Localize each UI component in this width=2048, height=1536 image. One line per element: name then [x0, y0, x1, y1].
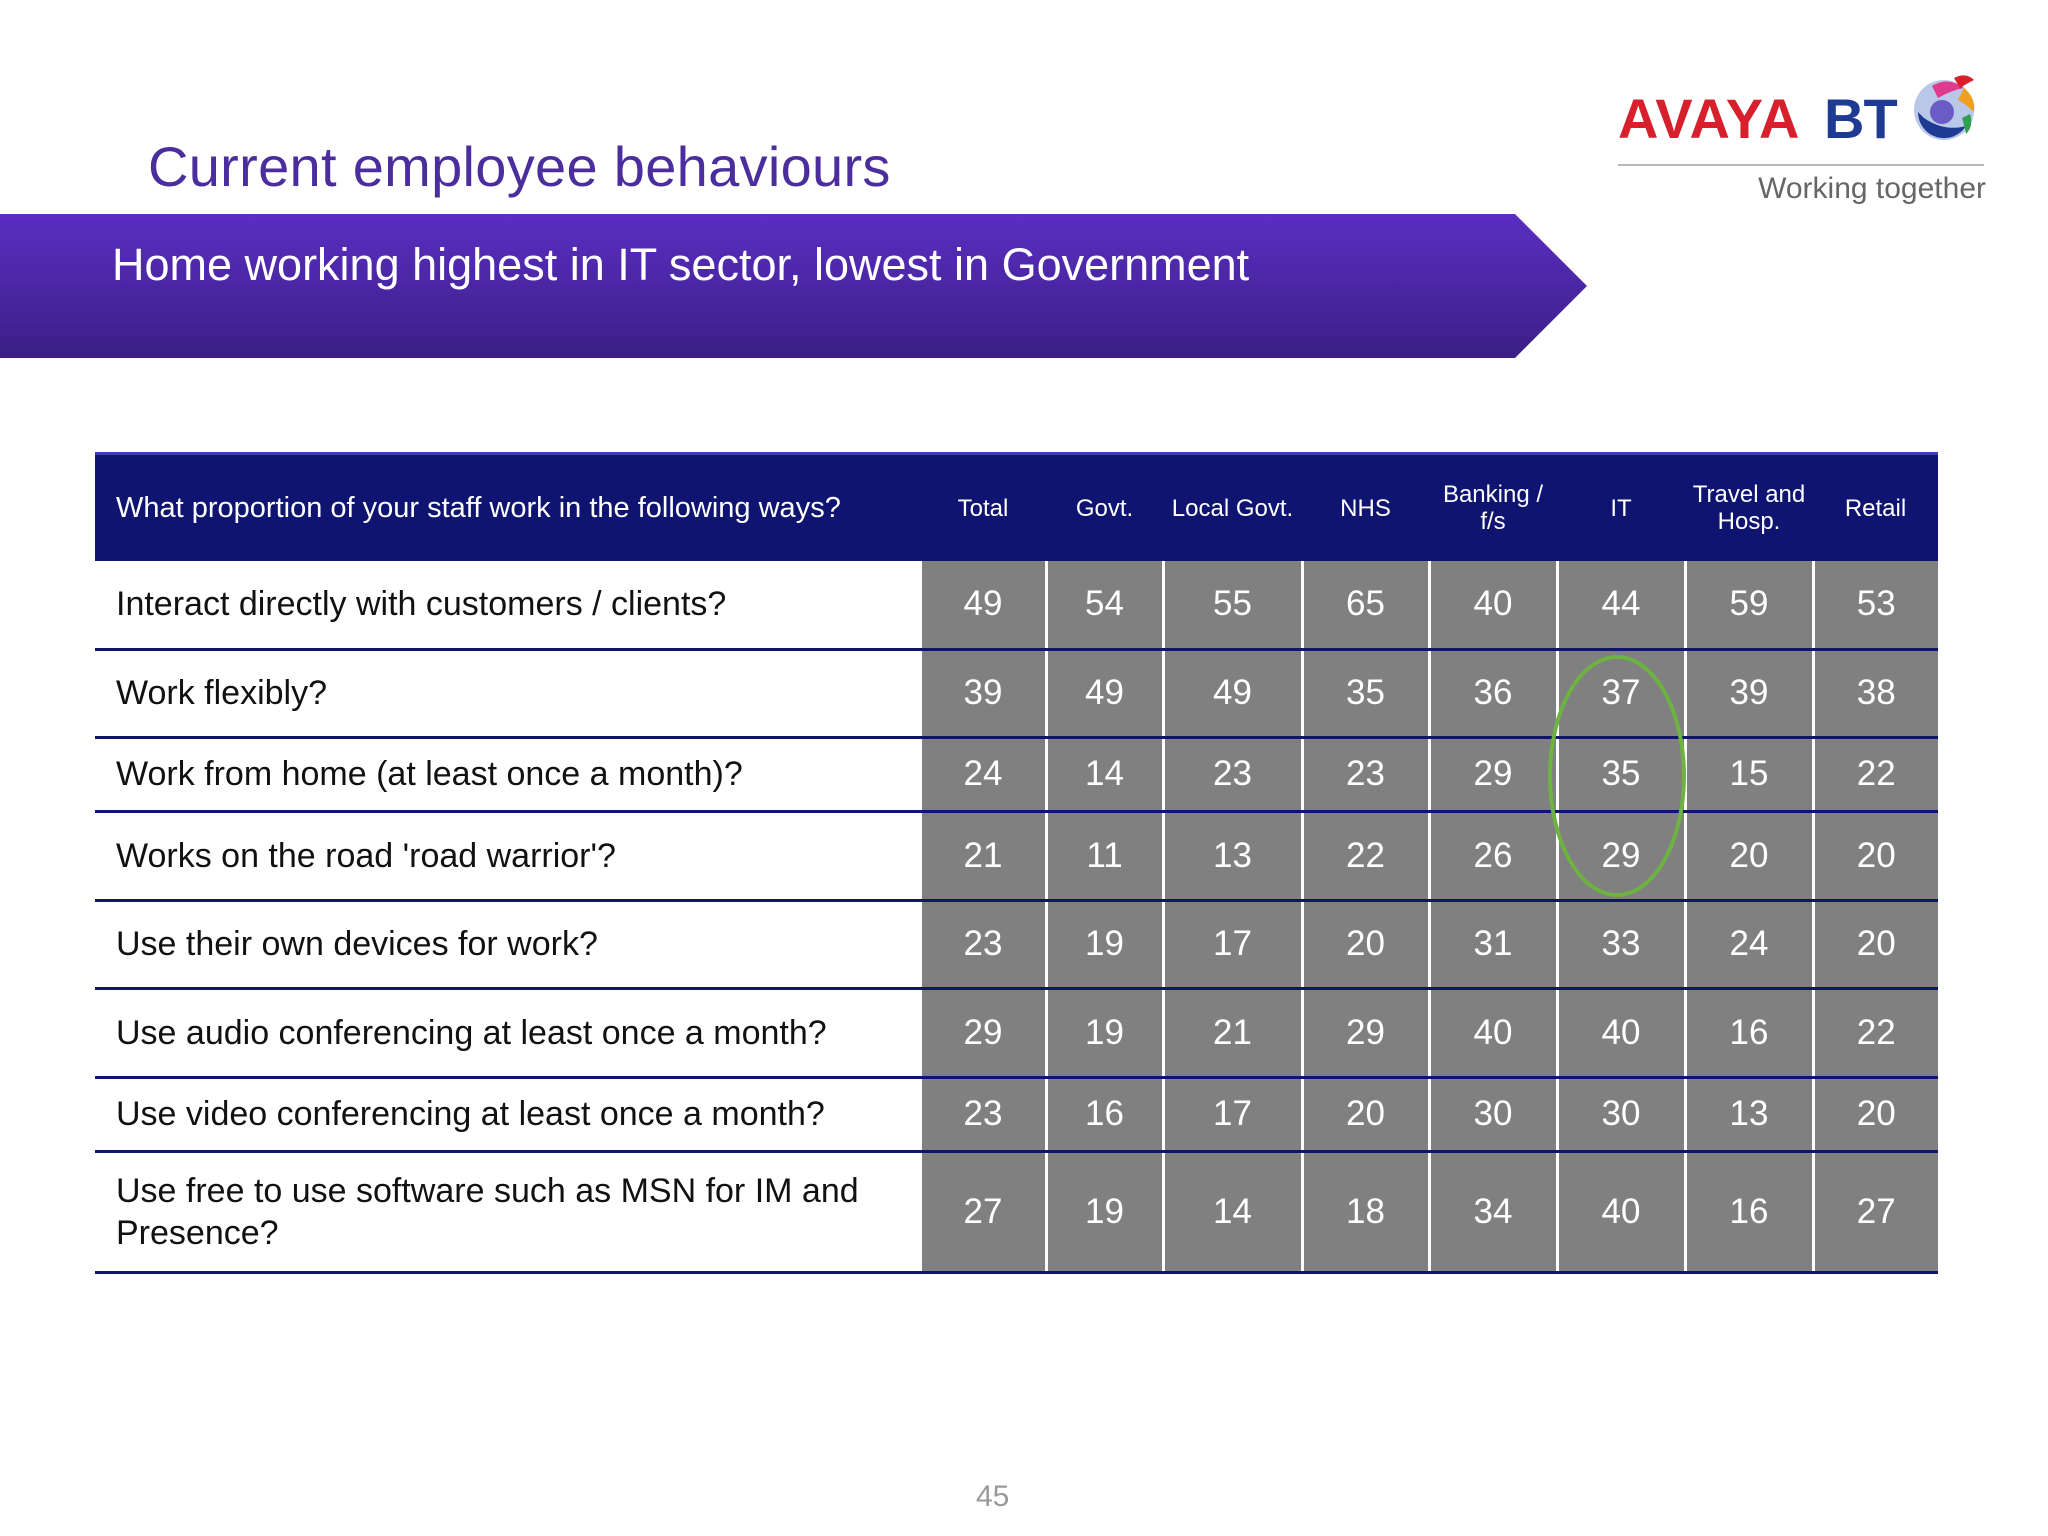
column-header-local-govt: Local Govt.: [1163, 454, 1302, 562]
value-cell: 19: [1046, 1151, 1163, 1272]
value-cell: 34: [1429, 1151, 1557, 1272]
value-cell: 22: [1813, 988, 1938, 1077]
value-cell: 31: [1429, 900, 1557, 988]
value-cell: 29: [1557, 811, 1685, 900]
value-cell: 55: [1163, 561, 1302, 649]
value-cell: 20: [1813, 900, 1938, 988]
value-cell: 29: [920, 988, 1046, 1077]
value-cell: 27: [1813, 1151, 1938, 1272]
value-cell: 39: [1685, 649, 1813, 737]
row-question: Works on the road 'road warrior'?: [95, 811, 920, 900]
value-cell: 14: [1046, 737, 1163, 811]
value-cell: 65: [1302, 561, 1429, 649]
value-cell: 16: [1685, 1151, 1813, 1272]
table-row: [95, 1151, 1938, 1272]
value-cell: 16: [1685, 988, 1813, 1077]
value-cell: 44: [1557, 561, 1685, 649]
column-header-banking: Banking / f/s: [1429, 454, 1557, 562]
value-cell: 20: [1813, 1077, 1938, 1151]
row-question: Interact directly with customers / clients?: [95, 561, 920, 649]
value-cell: 23: [1302, 737, 1429, 811]
value-cell: 29: [1302, 988, 1429, 1077]
column-header-total: Total: [920, 454, 1046, 562]
value-cell: 22: [1813, 737, 1938, 811]
value-cell: 15: [1685, 737, 1813, 811]
value-cell: 20: [1685, 811, 1813, 900]
avaya-logo: AVAYA: [1618, 87, 1801, 150]
value-cell: 21: [1163, 988, 1302, 1077]
table-row: [95, 561, 1938, 649]
row-question: Use free to use software such as MSN for IM and Presence?: [95, 1151, 920, 1272]
value-cell: 24: [920, 737, 1046, 811]
banner: [0, 214, 1590, 361]
value-cell: 20: [1302, 1077, 1429, 1151]
column-header-retail: Retail: [1813, 454, 1938, 562]
value-cell: 19: [1046, 900, 1163, 988]
slide-title: Current employee behaviours: [148, 135, 891, 198]
column-header-it: IT: [1557, 454, 1685, 562]
row-question: Use their own devices for work?: [95, 900, 920, 988]
row-question: Use audio conferencing at least once a month?: [95, 988, 920, 1077]
value-cell: 49: [1163, 649, 1302, 737]
value-cell: 29: [1429, 737, 1557, 811]
row-question: Use video conferencing at least once a month?: [95, 1077, 920, 1151]
row-question: Work from home (at least once a month)?: [95, 737, 920, 811]
value-cell: 26: [1429, 811, 1557, 900]
column-header-govt: Govt.: [1046, 454, 1163, 562]
value-cell: 33: [1557, 900, 1685, 988]
value-cell: 30: [1429, 1077, 1557, 1151]
value-cell: 11: [1046, 811, 1163, 900]
value-cell: 53: [1813, 561, 1938, 649]
value-cell: 23: [920, 900, 1046, 988]
value-cell: 40: [1429, 561, 1557, 649]
logo-area: [1618, 64, 1986, 214]
value-cell: 39: [920, 649, 1046, 737]
value-cell: 30: [1557, 1077, 1685, 1151]
value-cell: 22: [1302, 811, 1429, 900]
value-cell: 35: [1557, 737, 1685, 811]
value-cell: 49: [920, 561, 1046, 649]
banner-text: Home working highest in IT sector, lowest in Government: [112, 239, 1250, 290]
column-header-nhs: NHS: [1302, 454, 1429, 562]
table-row: [95, 1077, 1938, 1151]
column-header-travel: Travel and Hosp.: [1685, 454, 1813, 562]
value-cell: 20: [1302, 900, 1429, 988]
value-cell: 40: [1429, 988, 1557, 1077]
value-cell: 40: [1557, 1151, 1685, 1272]
value-cell: 23: [920, 1077, 1046, 1151]
value-cell: 17: [1163, 900, 1302, 988]
value-cell: 59: [1685, 561, 1813, 649]
value-cell: 37: [1557, 649, 1685, 737]
value-cell: 36: [1429, 649, 1557, 737]
value-cell: 35: [1302, 649, 1429, 737]
value-cell: 19: [1046, 988, 1163, 1077]
value-cell: 21: [920, 811, 1046, 900]
bt-globe-icon: [1908, 68, 1986, 150]
value-cell: 27: [920, 1151, 1046, 1272]
value-cell: 23: [1163, 737, 1302, 811]
value-cell: 20: [1813, 811, 1938, 900]
row-question: Work flexibly?: [95, 649, 920, 737]
table-header-row: [95, 454, 1938, 562]
question-header: What proportion of your staff work in the following ways?: [95, 454, 920, 562]
bt-logo: BT: [1824, 87, 1897, 150]
tagline: Working together: [1758, 172, 1986, 205]
table-row: [95, 900, 1938, 988]
value-cell: 24: [1685, 900, 1813, 988]
value-cell: 14: [1163, 1151, 1302, 1272]
value-cell: 13: [1163, 811, 1302, 900]
value-cell: 18: [1302, 1151, 1429, 1272]
table-row: [95, 988, 1938, 1077]
value-cell: 38: [1813, 649, 1938, 737]
page-number: 45: [976, 1480, 1010, 1513]
value-cell: 49: [1046, 649, 1163, 737]
value-cell: 40: [1557, 988, 1685, 1077]
value-cell: 13: [1685, 1077, 1813, 1151]
it-highlight-ellipse: [1548, 655, 1686, 897]
value-cell: 54: [1046, 561, 1163, 649]
logo-divider: [1618, 164, 1984, 166]
value-cell: 16: [1046, 1077, 1163, 1151]
value-cell: 17: [1163, 1077, 1302, 1151]
